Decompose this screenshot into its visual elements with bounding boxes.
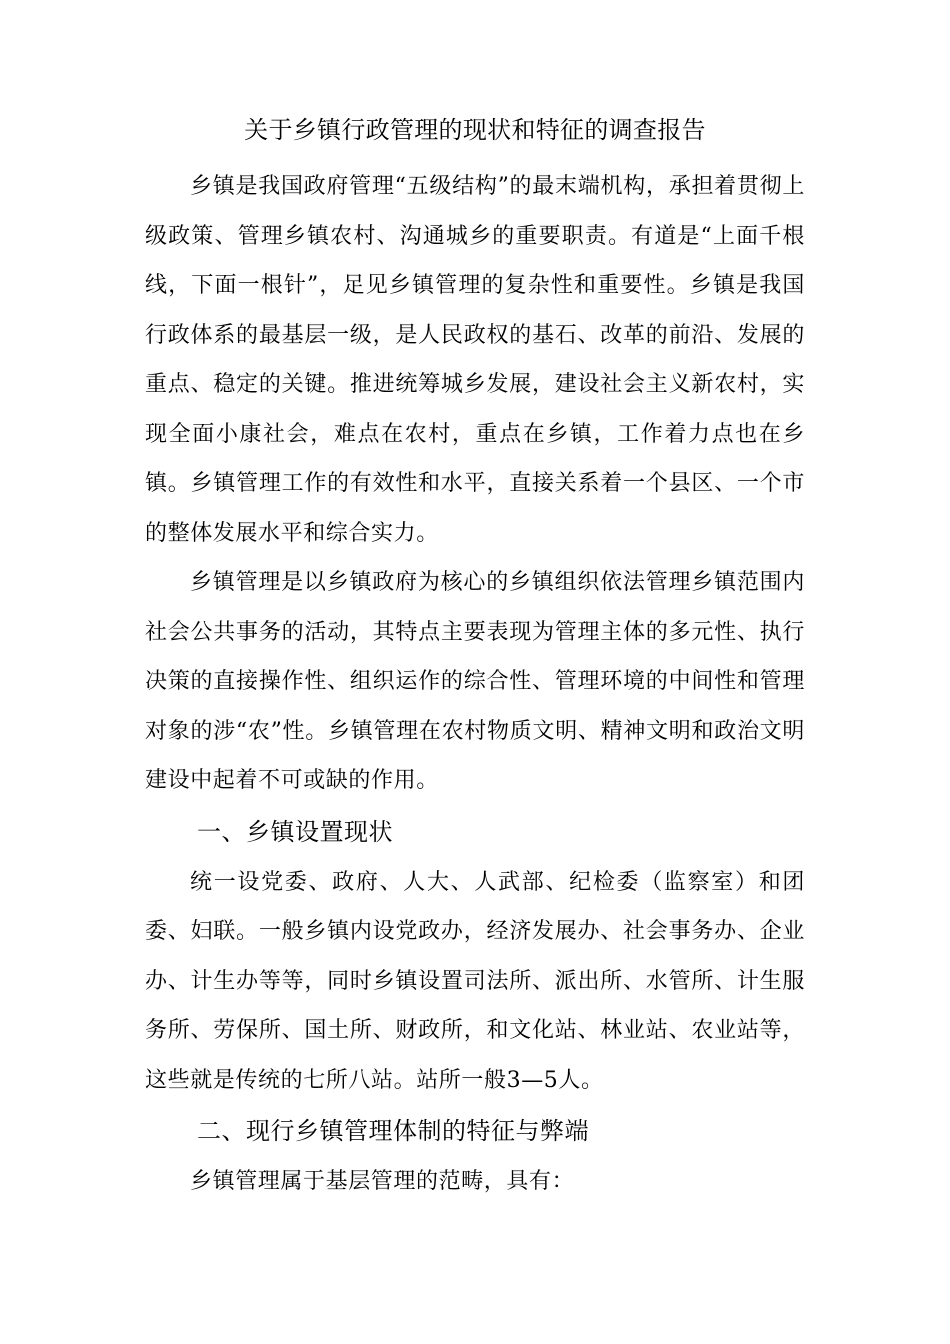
section-1-heading: 一、乡镇设置现状 — [197, 817, 393, 846]
intro-paragraph-2: 乡镇管理是以乡镇政府为核心的乡镇组织依法管理乡镇范围内社会公共事务的活动，其特点主要表现为管理主体的多元性、执行决策的直接操作性、组织运作的综合性、管理环境的中间性和管理对象的涉“农”性。乡镇管理在农村物质文明、精神文明和政治文明建设中起着不可或缺的作用。 — [145, 570, 805, 793]
section-2-paragraph: 乡镇管理属于基层管理的范畴，具有： — [190, 1169, 575, 1194]
section-1-paragraph: 统一设党委、政府、人大、人武部、纪检委（监察室）和团委、妇联。一般乡镇内设党政办，经济发展办、社会事务办、企业办、计生办等等，同时乡镇设置司法所、派出所、水管所、计生服务所、劳保所、国土所、财政所，和文化站、林业站、农业站等，这些就是传统的七所八站。站所一般3—5人。 — [145, 869, 805, 1093]
intro-paragraph-1: 乡镇是我国政府管理“五级结构”的最末端机构，承担着贯彻上级政策、管理乡镇农村、沟通城乡的重要职责。有道是“上面千根线，下面一根针”，足见乡镇管理的复杂性和重要性。乡镇是我国行政体系的最基层一级，是人民政权的基石、改革的前沿、发展的重点、稳定的关键。推进统筹城乡发展，建设社会主义新农村，实现全面小康社会，难点在农村，重点在乡镇，工作着力点也在乡镇。乡镇管理工作的有效性和水平，直接关系着一个县区、一个市的整体发展水平和综合实力。 — [145, 174, 805, 546]
document-title: 关于乡镇行政管理的现状和特征的调查报告 — [244, 116, 706, 144]
section-2-heading: 二、现行乡镇管理体制的特征与弊端 — [197, 1117, 589, 1145]
